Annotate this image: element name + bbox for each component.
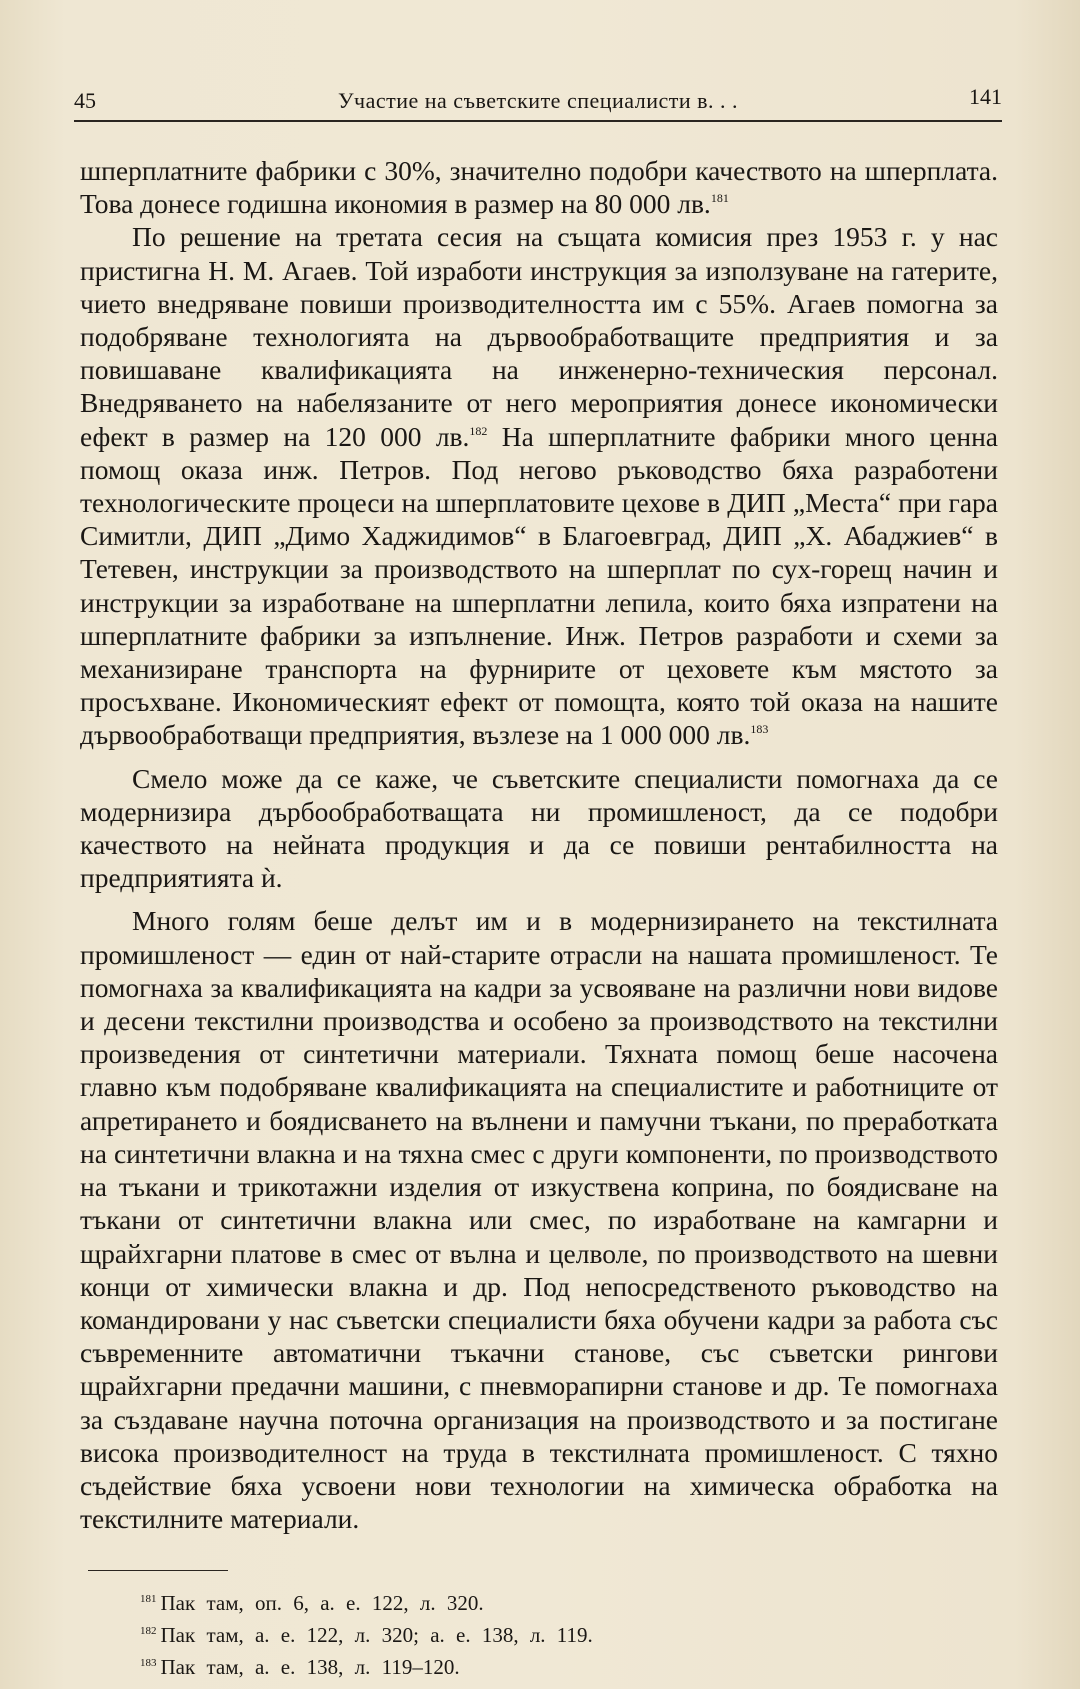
paragraph-text: На шперплатните фабрики много ценна помощ оказа инж. Петров. Под негово ръководство бяха разработени технологическите процеси на шперплатовите цехове в ДИП „Места“ при гара Симитли, ДИП „Димо Хаджидимов“ в Благоевград, ДИП „Х. Абаджиев“ в Тетевен, инструкции за производството на шперплат по сух-горещ начин и инструкции за изработване на шперплатни лепила, които бяха изпратени на шперплатните фабрики за изпълнение. Инж. Петров разработи и схеми за механизиране транспорта на фурнирите от цеховете към мястото за просъхване. Икономическият ефект от помощта, която той оказа на нашите дървообработващи предприятия, възлезе на 1 000 000 лв. <box>80 420 998 751</box>
footnote-181 <box>140 1585 593 1617</box>
paragraph-text: Много голям беше делът им и в модернизирането на текстилната промишленост — един от най-старите отрасли на нашата промишленост. Те помогнаха за квалификацията на кадри за усвояване на различни нови видове и десени текстилни производства и особено за производството на текстилни произведения от синтетични материали. Тяхната помощ беше насочена главно към подобряване квалификацията на специалистите и работниците от апретирането и боядисването на вълнени и памучни тъкани, по преработката на синтетични влакна и на тяхна смес с други компоненти, по производството на тъкани и трикотажни изделия от изкуствена коприна, по боядисване на тъкани от синтетични влакна или смес, по изработване на камгарни и щрайхгарни платове в смес от вълна и целволе, по производството на шевни конци от химически влакна и др. Под непосредственото ръководство на командировани у нас съветски специалисти бяха обучени кадри за работа със съвременните автоматични тъкачни станове, със съветски рингови щрайхгарни предачни машини, с пневморапирни станове и др. Те помогнаха за създаване научна поточна организация на производството и за постигане висока производителност на труда в текстилната промишленост. С тяхно съдействие бяха усвоени нови технологии на химическа обработка на текстилните материали. <box>80 905 998 1535</box>
running-title: Участие на съветските специалисти в. . . <box>337 88 739 113</box>
footnote-ref: 183 <box>750 722 769 737</box>
footnote-number: 183 <box>140 1657 157 1669</box>
page-number-right: 141 <box>969 84 1002 109</box>
footnote-182 <box>140 1617 593 1649</box>
page-number-left: 45 <box>74 88 96 113</box>
running-header <box>74 84 1002 122</box>
footnote-number: 181 <box>140 1593 157 1605</box>
footnote-text: Пак там, а. е. 122, л. 320; а. е. 138, л. 119. <box>160 1623 593 1647</box>
footnote-text: Пак там, а. е. 138, л. 119–120. <box>160 1655 460 1679</box>
footnotes <box>140 1585 593 1681</box>
paragraph-4 <box>80 904 998 1535</box>
footnote-ref: 181 <box>710 191 729 206</box>
footnote-divider <box>88 1570 228 1571</box>
footnote-ref: 182 <box>469 423 488 438</box>
paragraph-text: шперплатните фабрики с 30%, значително подобри качеството на шперплата. Това донесе годишна икономия в размер на 80 000 лв. <box>80 155 998 220</box>
paragraph-text: Смело може да се каже, че съветските специалисти помогнаха да се модернизира дърбообработващата ни промишленост, да се подобри качеството на нейната продукция и да се повиши рентабилността на предприятията ѝ. <box>80 762 998 894</box>
paragraph-text: По решение на третата сесия на същата комисия през 1953 г. у нас пристигна Н. М. Агаев. Той изработи инструкция за използуване на гатерите, чието внедряване повиши производителността им с 55%. Агаев помогна за подобряване технологията на дървообработващите предприятия и за повишаване квалификацията на инженерно-техническия персонал. Внедряването на набелязаните от него мероприятия донесе икономически ефект в размер на 120 000 лв. <box>80 221 998 452</box>
paragraph-1 <box>80 154 998 220</box>
paragraph-2 <box>80 220 998 751</box>
footnote-183 <box>140 1649 593 1681</box>
footnote-number: 182 <box>140 1625 157 1637</box>
paragraph-3 <box>80 762 998 895</box>
footnote-text: Пак там, оп. 6, а. е. 122, л. 320. <box>160 1591 484 1615</box>
main-text <box>80 154 998 1535</box>
